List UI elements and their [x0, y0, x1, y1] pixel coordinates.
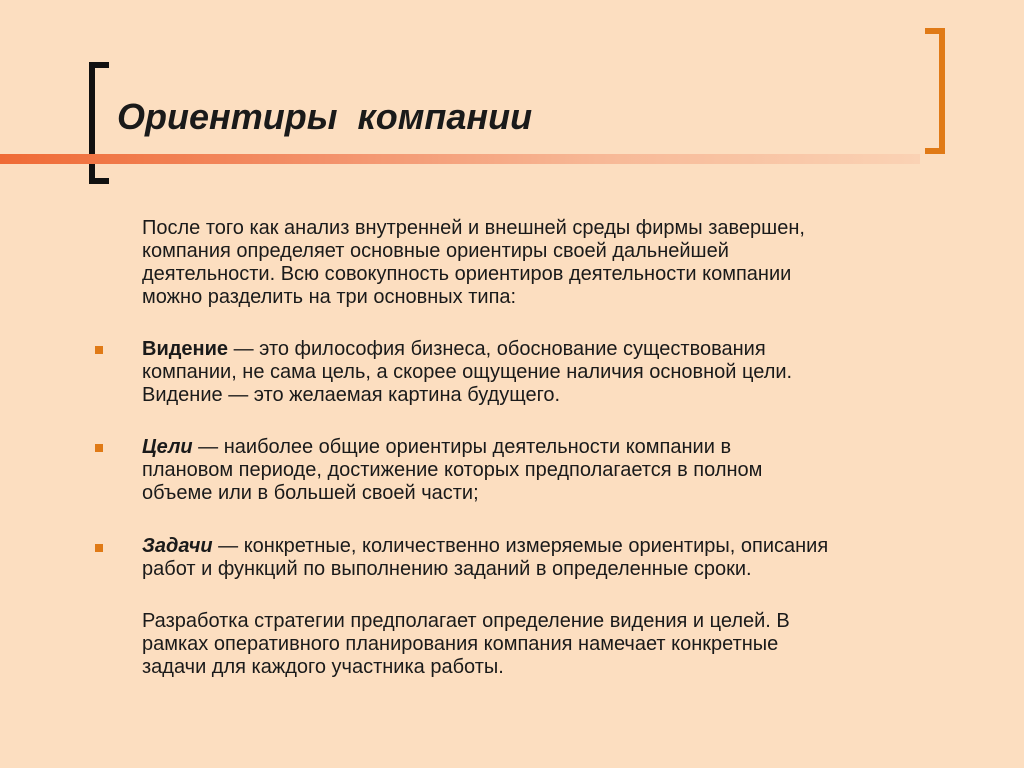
intro-paragraph: После того как анализ внутренней и внешней среды фирмы завершен, компания определяет основные ориентиры своей дальнейшей деятельности. Всю совокупность ориентиров деятельности компании можно разделить на три основных типа: — [142, 217, 805, 308]
bullet-square-icon — [95, 346, 103, 354]
right-bracket-decoration — [925, 28, 945, 154]
bullet-tasks — [142, 535, 932, 581]
bullet-term-vision: Видение — [142, 338, 229, 360]
bullet-square-icon — [95, 544, 103, 552]
bullet-text-tasks: — конкретные, количественно измеряемые ориентиры, описания работ и функций по выполнению заданий в определенные сроки. — [142, 535, 829, 580]
title-gradient-rule — [0, 154, 920, 164]
bullet-text-vision: — это философия бизнеса, обоснование существования компании, не сама цель, а скорее ощущение наличия основной цели. Видение — это желаемая картина будущего. — [142, 338, 793, 406]
bullet-vision — [142, 338, 932, 407]
bullet-term-goals: Цели — [142, 436, 193, 458]
left-bracket-decoration — [89, 62, 109, 184]
bullet-square-icon — [95, 444, 103, 452]
bullet-term-tasks: Задачи — [142, 535, 213, 557]
conclusion-paragraph: Разработка стратегии предполагает определение видения и целей. В рамках оперативного планирования компания намечает конкретные задачи для каждого участника работы. — [142, 610, 790, 678]
slide-title: Ориентиры компании — [117, 96, 533, 137]
bullet-text-goals: — наиболее общие ориентиры деятельности компании в плановом периоде, достижение которых предполагается в полном объеме или в большей своей части; — [142, 436, 763, 504]
bullet-goals — [142, 436, 932, 505]
